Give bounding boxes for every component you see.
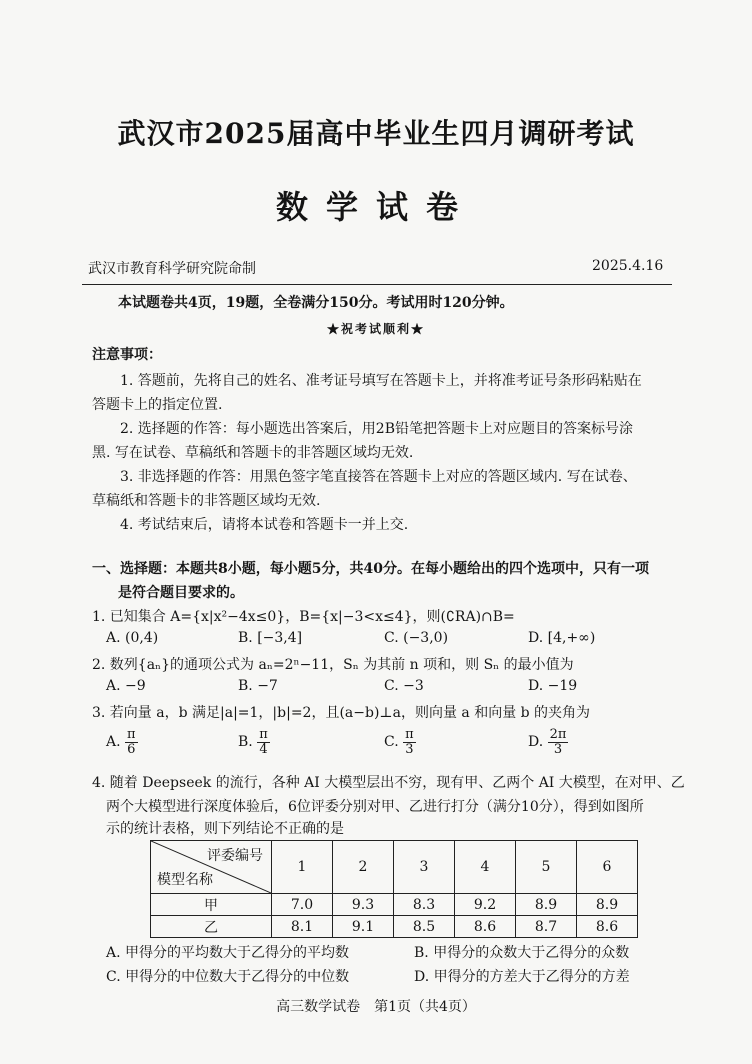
q4-option-b: B. 甲得分的众数大于乙得分的众数 [414, 945, 630, 961]
note-line: 草稿纸和答题卡的非答题区域均无效. [92, 493, 321, 509]
table-cell: 9.3 [333, 894, 394, 916]
row-label: 甲 [151, 894, 272, 916]
exam-date: 2025.4.16 [592, 258, 664, 274]
q3-option-b [238, 728, 270, 756]
note-line: 2. 选择题的作答：每小题选出答案后，用2B铅笔把答题卡上对应题目的答案标号涂 [120, 421, 634, 437]
table-cell: 8.9 [577, 894, 638, 916]
q1-option-d: D. [4,+∞) [528, 630, 596, 646]
q4-option-d: D. 甲得分的方差大于乙得分的方差 [414, 969, 630, 985]
question-4-stem-cont: 示的统计表格，则下列结论不正确的是 [106, 821, 344, 837]
q4-option-c: C. 甲得分的中位数大于乙得分的中位数 [106, 969, 350, 985]
note-line: 答题卡上的指定位置. [92, 397, 223, 413]
q3-option-a [106, 728, 138, 756]
column-header: 3 [394, 841, 455, 894]
q3-option-d-label: D. [528, 734, 544, 751]
note-line: 3. 非选择题的作答：用黑色签字笔直接答在答题卡上对应的答题区域内. 写在试卷、 [120, 469, 637, 485]
q1-option-c: C. (−3,0) [384, 630, 449, 646]
question-4-stem-cont: 两个大模型进行深度体验后，6位评委分别对甲、乙进行打分（满分10分），得到如图所 [106, 799, 644, 815]
q3-option-a-fraction: $\frac{\pi}{6}$ [127, 727, 136, 757]
table-cell: 8.7 [516, 916, 577, 938]
exam-intro: 本试题卷共4页，19题，全卷满分150分。考试用时120分钟。 [118, 295, 514, 311]
q4-option-a: A. 甲得分的平均数大于乙得分的平均数 [106, 945, 350, 961]
table-row [151, 894, 638, 916]
header-divider [82, 284, 672, 285]
table-cell: 8.3 [394, 894, 455, 916]
column-header: 5 [516, 841, 577, 894]
q1-option-a: A. (0,4) [106, 630, 159, 646]
q3-option-c [384, 728, 416, 756]
notes-heading: 注意事项： [92, 347, 162, 363]
table-cell: 8.6 [577, 916, 638, 938]
table-cell: 8.1 [272, 916, 333, 938]
q3-option-d-fraction: $\frac{2\pi}{3}$ [549, 727, 567, 757]
table-cell: 8.6 [455, 916, 516, 938]
q2-option-a: A. −9 [106, 678, 146, 694]
q1-option-b: B. [−3,4] [238, 630, 303, 646]
section-heading-cont: 是符合题目要求的。 [118, 585, 244, 601]
q3-option-a-label: A. [106, 734, 121, 751]
corner-top-label: 评委编号 [207, 848, 263, 864]
q2-option-c: C. −3 [384, 678, 424, 694]
table-cell: 9.1 [333, 916, 394, 938]
question-4-stem: 4. 随着 Deepseek 的流行，各种 AI 大模型层出不穷，现有甲、乙两个 AI 大模型，在对甲、乙 [92, 775, 685, 791]
note-line: 1. 答题前，先将自己的姓名、准考证号填写在答题卡上，并将准考证号条形码粘贴在 [120, 373, 642, 389]
column-header: 6 [577, 841, 638, 894]
note-line: 4. 考试结束后，请将本试卷和答题卡一并上交. [120, 517, 409, 533]
question-1-stem: 1. 已知集合 A={x|x²−4x≤0}，B={x|−3<x≤4}，则(∁RA)∩B= [92, 609, 515, 625]
exam-title: 武汉市2025届高中毕业生四月调研考试 [117, 117, 635, 150]
table-corner-cell [151, 841, 272, 894]
q2-option-d: D. −19 [528, 678, 578, 694]
table-header-row [151, 841, 638, 894]
q3-option-c-fraction: $\frac{\pi}{3}$ [405, 727, 414, 757]
table-cell: 8.9 [516, 894, 577, 916]
corner-bottom-label: 模型名称 [157, 872, 213, 888]
good-luck-line: ★祝考试顺利★ [326, 322, 425, 336]
column-header: 4 [455, 841, 516, 894]
q2-option-b: B. −7 [238, 678, 278, 694]
exam-subtitle: 数学试卷 [275, 188, 476, 226]
column-header: 2 [333, 841, 394, 894]
note-line: 黑. 写在试卷、草稿纸和答题卡的非答题区域均无效. [92, 445, 414, 461]
table-cell: 9.2 [455, 894, 516, 916]
table-cell: 8.5 [394, 916, 455, 938]
page-footer: 高三数学试卷 第1页（共4页） [276, 999, 476, 1015]
section-heading: 一、选择题：本题共8小题，每小题5分，共40分。在每小题给出的四个选项中，只有一项 [92, 561, 649, 577]
q3-option-c-label: C. [384, 734, 399, 751]
table-cell: 7.0 [272, 894, 333, 916]
row-label: 乙 [151, 916, 272, 938]
question-2-stem: 2. 数列{aₙ}的通项公式为 aₙ=2ⁿ−11，Sₙ 为其前 n 项和，则 Sₙ 的最小值为 [92, 657, 574, 673]
question-3-stem: 3. 若向量 a，b 满足|a|=1，|b|=2，且(a−b)⊥a，则向量 a 和向量 b 的夹角为 [92, 705, 591, 721]
q3-option-d [528, 728, 568, 756]
q3-option-b-fraction: $\frac{\pi}{4}$ [259, 727, 268, 757]
issuer: 武汉市教育科学研究院命制 [88, 261, 256, 277]
score-table [150, 840, 638, 938]
q3-option-b-label: B. [238, 734, 253, 751]
table-row [151, 916, 638, 938]
column-header: 1 [272, 841, 333, 894]
